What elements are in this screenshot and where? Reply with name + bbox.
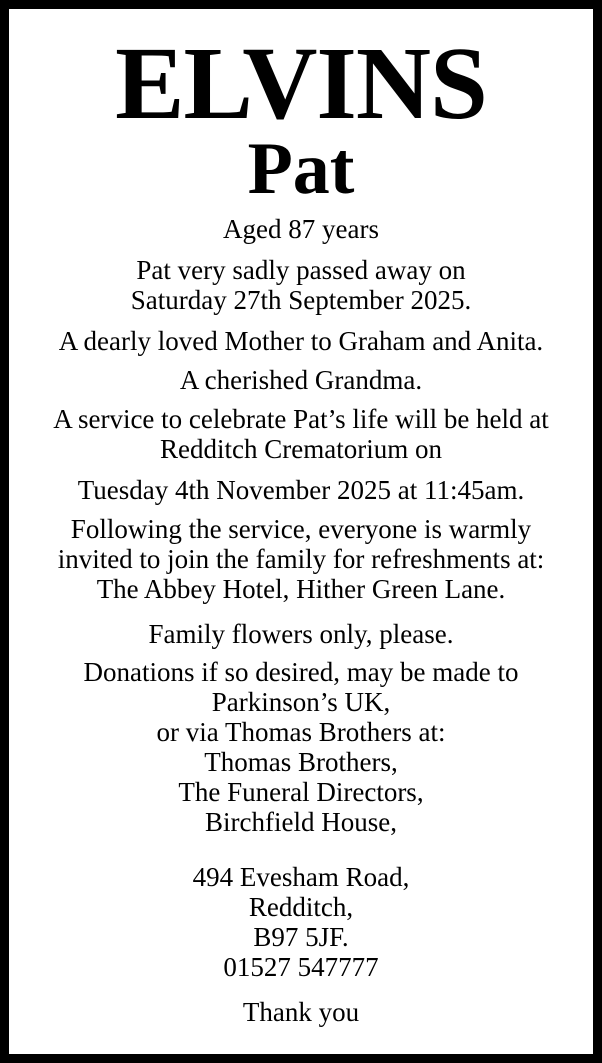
text-line: A service to celebrate Pat’s life will be held at — [53, 404, 549, 434]
text-line: Birchfield House, — [205, 807, 397, 837]
obituary-notice — [9, 9, 593, 1054]
thank-you-line — [9, 997, 593, 1027]
text-line: Following the service, everyone is warmly — [70, 514, 532, 544]
service-date-line — [9, 475, 593, 505]
text-line: Family flowers only, please. — [148, 619, 454, 649]
address-paragraph — [9, 862, 593, 982]
text-line: The Funeral Directors, — [178, 777, 424, 807]
flowers-line — [9, 619, 593, 649]
text-line: Saturday 27th September 2025. — [130, 285, 472, 315]
grandma-line — [9, 365, 593, 395]
text-line: Tuesday 4th November 2025 at 11:45am. — [77, 475, 525, 505]
text-line: Thomas Brothers, — [204, 747, 398, 777]
donations-paragraph — [9, 657, 593, 837]
text-line: Redditch, — [248, 892, 354, 922]
text-line: 494 Evesham Road, — [192, 862, 410, 892]
text-line: Aged 87 years — [223, 214, 379, 244]
text-line: Pat very sadly passed away on — [136, 255, 466, 285]
text-line: or via Thomas Brothers at: — [156, 717, 446, 747]
text-line: A cherished Grandma. — [179, 365, 423, 395]
text-line: A dearly loved Mother to Graham and Anita. — [58, 326, 544, 356]
text-line: 01527 547777 — [223, 952, 379, 982]
text-line: Donations if so desired, may be made to — [83, 657, 519, 687]
text-line: B97 5JF. — [253, 922, 349, 952]
family-line — [9, 326, 593, 356]
passing-paragraph — [9, 255, 593, 315]
text-line: The Abbey Hotel, Hither Green Lane. — [96, 574, 506, 604]
refreshments-paragraph — [9, 514, 593, 604]
age-line — [9, 214, 593, 244]
text-line: Parkinson’s UK, — [211, 687, 391, 717]
text-line: Thank you — [242, 997, 360, 1027]
surname-heading: ELVINS — [115, 26, 487, 141]
service-paragraph — [9, 404, 593, 464]
text-line: invited to join the family for refreshments at: — [57, 544, 545, 574]
first-name-heading: Pat — [247, 128, 355, 210]
text-line: Redditch Crematorium on — [160, 434, 442, 464]
